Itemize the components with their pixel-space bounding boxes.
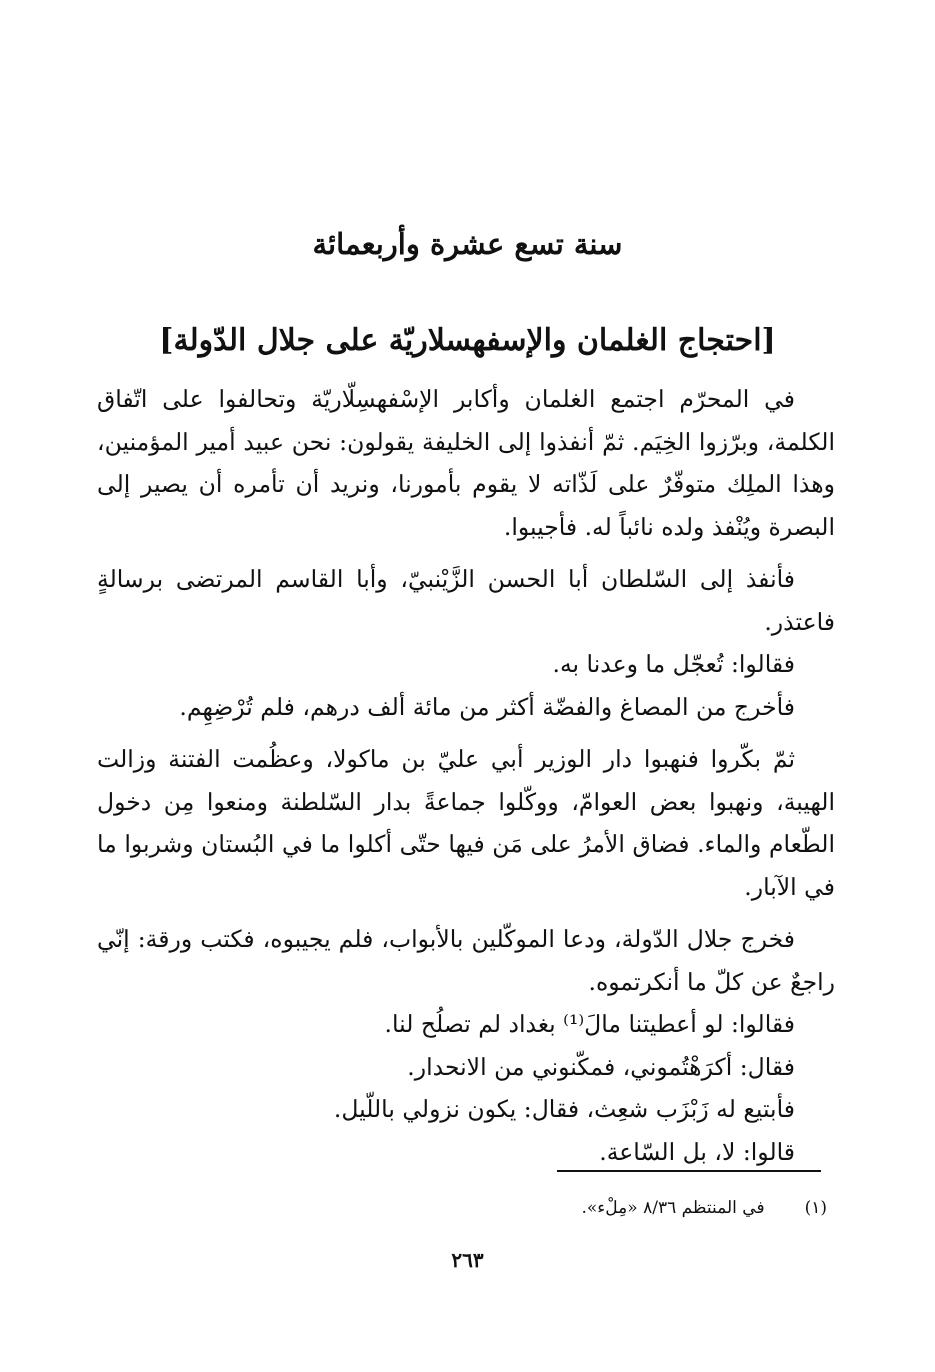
footnote-divider	[557, 1170, 821, 1172]
body-text	[97, 378, 835, 1173]
footnote-text: في المنتظم ٨/٣٦ «مِلْء».	[581, 1198, 765, 1218]
dialogue-line: فأبتيع له زَبْزَب شعِث، فقال: يكون نزولي باللّيل.	[333, 1095, 795, 1123]
paragraph: في المحرّم اجتمع الغلمان وأكابر الإسْفهسِلّاريّة وتحالفوا على اتّفاق الكلمة، وبرّزوا الخِيَم. ثمّ أنفذوا إلى الخليفة يقولون: نحن عبيد أمير المؤمنين، وهذا الملِك متوفّرٌ على لَذّاته لا يقوم بأمورنا، ونريد أن تأمره أن يصير إلى البصرة ويُنْفذ ولده نائباً له. فأجيبوا.	[97, 385, 835, 541]
paragraph: فخرج جلال الدّولة، ودعا الموكّلين بالأبواب، فلم يجيبوه، فكتب ورقة: إنّي راجعٌ عن كلّ ما أنكرتموه.	[97, 925, 835, 996]
footnote-number: (١)	[804, 1198, 827, 1218]
dialogue-line: فقالوا: لو أعطيتنا مالَ⁽¹⁾ بغداد لم تصلُح لنا.	[384, 1010, 795, 1038]
footnote	[582, 1195, 828, 1221]
year-heading: سنة تسع عشرة وأربعمائة	[312, 227, 623, 261]
page-number: ٢٦٣	[451, 1248, 484, 1272]
paragraph: فأنفذ إلى السّلطان أبا الحسن الزَّيْنبيّ، وأبا القاسم المرتضى برسالةٍ فاعتذر.	[97, 565, 835, 636]
section-heading: [احتجاج الغلمان والإسفهسلاريّة على جلال الدّولة]	[159, 323, 776, 358]
dialogue-line: فأخرج من المصاغ والفضّة أكثر من مائة ألف درهم، فلم تُرْضِهِم.	[179, 692, 795, 721]
dialogue-line: فقالوا: تُعجّل ما وعدنا به.	[552, 650, 795, 678]
paragraph: ثمّ بكّروا فنهبوا دار الوزير أبي عليّ بن ماكولا، وعظُمت الفتنة وزالت الهيبة، ونهبوا بعض العوامّ، ووكّلوا جماعةً بدار السّلطنة ومنعوا مِن دخول الطّعام والماء. فضاق الأمرُ على مَن فيها حتّى أكلوا ما في البُستان وشربوا ما في الآبار.	[97, 745, 835, 901]
dialogue-line: فقال: أكرَهْتُموني، فمكّنوني من الانحدار.	[407, 1052, 795, 1081]
dialogue-line: قالوا: لا، بل السّاعة.	[599, 1137, 795, 1166]
